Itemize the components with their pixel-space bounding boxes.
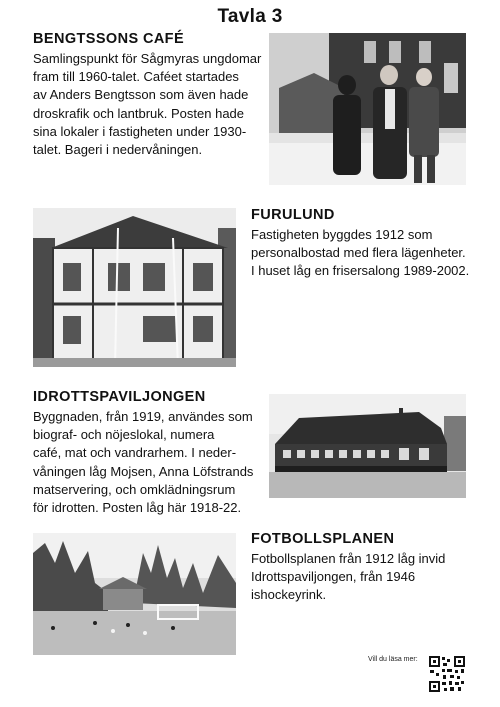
- text-line: för idrotten. Posten låg här 1918-22.: [33, 500, 242, 516]
- qr-label: Vill du läsa mer:: [368, 656, 418, 663]
- photo-bengtssons-cafe: [269, 33, 466, 185]
- photo-idrottspaviljongen: [269, 394, 466, 498]
- text-line: våningen låg Mojsen, Anna Löfstrands: [33, 463, 254, 479]
- text-line: talet. Bageri i nedervåningen.: [33, 142, 203, 158]
- photo-fotbollsplanen: [33, 533, 236, 655]
- text-line: Samlingspunkt för Sågmyras ungdomar: [33, 51, 262, 66]
- text-line: fram till 1960-talet. Caféet startades: [33, 69, 239, 85]
- text-line: Fastigheten byggdes 1912 som: [251, 227, 433, 242]
- text-line: biograf- och nöjeslokal, numera: [33, 427, 215, 443]
- section-heading-furulund: FURULUND: [251, 207, 335, 223]
- text-line: I huset låg en frisersalong 1989-2002.: [251, 263, 470, 279]
- section-text-furulund: [251, 226, 491, 281]
- section-text-fotbollsplanen: [251, 550, 491, 605]
- text-line: droskrafik och lantbruk. Posten hade: [33, 105, 245, 121]
- qr-code-icon[interactable]: [428, 655, 466, 693]
- text-line: Idrottspaviljongen, från 1946: [251, 569, 416, 585]
- photo-furulund: [33, 208, 236, 367]
- text-line: ishockeyrink.: [251, 587, 327, 603]
- text-line: café, mat och vandrarhem. I neder-: [33, 445, 237, 461]
- section-heading-bengtssons-cafe: BENGTSSONS CAFÉ: [33, 31, 185, 47]
- section-text-bengtssons-cafe: [33, 50, 268, 159]
- text-line: matservering, och omklädningsrum: [33, 481, 236, 497]
- text-line: av Anders Bengtsson som även hade: [33, 87, 249, 103]
- section-heading-fotbollsplanen: FOTBOLLSPLANEN: [251, 531, 395, 547]
- page-title: Tavla 3: [217, 6, 283, 27]
- section-text-idrottspaviljongen: [33, 408, 268, 517]
- section-heading-idrottspaviljongen: IDROTTSPAVILJONGEN: [33, 389, 206, 405]
- text-line: personalbostad med flera lägenheter.: [251, 245, 466, 261]
- text-line: Byggnaden, från 1919, användes som: [33, 409, 253, 424]
- text-line: Fotbollsplanen från 1912 låg invid: [251, 551, 446, 566]
- text-line: sina lokaler i fastigheten under 1930-: [33, 123, 247, 139]
